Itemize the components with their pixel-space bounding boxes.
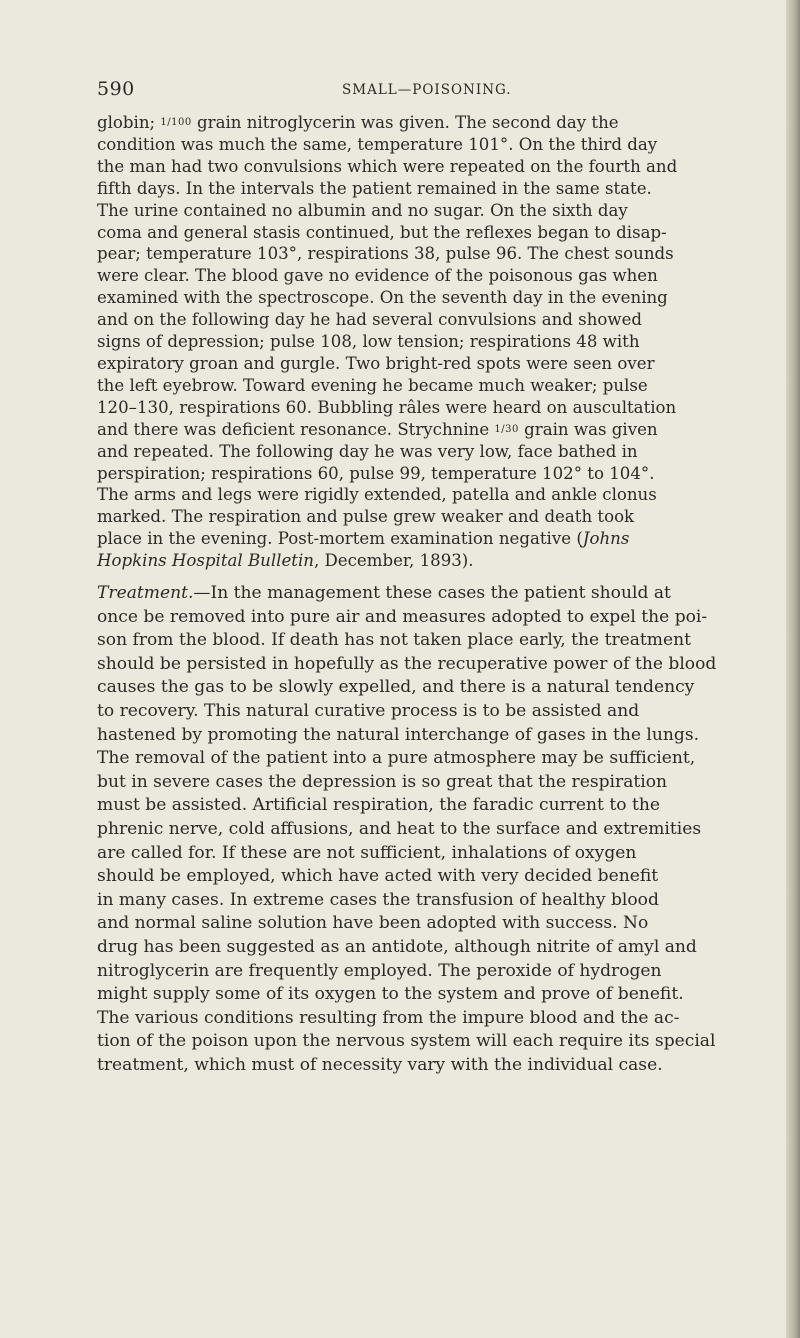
text-line: to recovery. This natural curative process is to be assisted and [97, 701, 640, 721]
text-line: The arms and legs were rigidly extended, patella and ankle clonus [97, 485, 657, 505]
page-number: 590 [97, 78, 135, 100]
text-line: Treatment.—In the management these cases the patient should at [97, 583, 671, 604]
text-line: coma and general stasis continued, but the reflexes began to disap- [97, 222, 667, 242]
text-line: once be removed into pure air and measures adopted to expel the poi- [97, 606, 708, 627]
text-line: phrenic nerve, cold affusions, and heat to the surface and extremities [97, 818, 702, 839]
text-line: treatment, which must of necessity vary with the individual case. [97, 1054, 663, 1075]
book-page [97, 78, 722, 1078]
text-line: pear; temperature 103°, respirations 38, pulse 96. The chest sounds [97, 244, 674, 264]
text-line: examined with the spectroscope. On the seventh day in the evening [97, 288, 668, 308]
case-report-paragraph [97, 112, 722, 572]
text-line: and normal saline solution have been adopted with success. No [97, 913, 649, 934]
text-line: tion of the poison upon the nervous system will each require its special [97, 1031, 716, 1052]
fraction: 1/30 [494, 423, 519, 435]
treatment-paragraph [97, 582, 722, 1077]
text-line: and repeated. The following day he was very low, face bathed in [97, 441, 638, 461]
text-line: but in severe cases the depression is so great that the respiration [97, 771, 668, 792]
text-line: should be employed, which have acted with very decided benefit [97, 866, 659, 887]
text-line: are called for. If these are not sufficient, inhalations of oxygen [97, 842, 637, 863]
text-line: nitroglycerin are frequently employed. The peroxide of hydrogen [97, 960, 662, 981]
text-line: signs of depression; pulse 108, low tension; respirations 48 with [97, 332, 640, 352]
text-line: 120–130, respirations 60. Bubbling râles were heard on auscultation [97, 397, 677, 417]
text-line: marked. The respiration and pulse grew weaker and death took [97, 507, 635, 527]
text-line: The removal of the patient into a pure atmosphere may be sufficient, [97, 748, 696, 769]
text-line: should be persisted in hopefully as the recuperative power of the blood [97, 653, 717, 674]
text-line: expiratory groan and gurgle. Two bright-red spots were seen over [97, 353, 655, 373]
text-line: perspiration; respirations 60, pulse 99, temperature 102° to 104°. [97, 463, 655, 483]
running-head [97, 78, 722, 108]
text-line: and on the following day he had several convulsions and showed [97, 310, 643, 330]
running-title: SMALL—POISONING. [342, 82, 512, 98]
text-line: the left eyebrow. Toward evening he became much weaker; pulse [97, 375, 648, 395]
text-line: might supply some of its oxygen to the system and prove of benefit. [97, 984, 684, 1005]
text-line: globin; 1/100 grain nitroglycerin was given. The second day the [97, 113, 619, 132]
section-heading: Treatment. [97, 583, 194, 604]
fraction: 1/100 [160, 117, 192, 128]
citation-italic: Hopkins Hospital Bulletin [97, 551, 314, 571]
text-line: place in the evening. Post-mortem examination negative (Johns [97, 529, 630, 549]
text-line: The various conditions resulting from the impure blood and the ac- [97, 1007, 680, 1028]
text-line: were clear. The blood gave no evidence of the poisonous gas when [97, 266, 658, 286]
text-line: son from the blood. If death has not taken place early, the treatment [97, 630, 691, 651]
text-line: hastened by promoting the natural interchange of gases in the lungs. [97, 724, 700, 745]
text-line: condition was much the same, temperature 101°. On the third day [97, 134, 658, 154]
text-line: drug has been suggested as an antidote, although nitrite of amyl and [97, 936, 697, 957]
text-line: Hopkins Hospital Bulletin, December, 1893). [97, 551, 474, 571]
page-edge-shadow [786, 0, 800, 1338]
text-line: in many cases. In extreme cases the transfusion of healthy blood [97, 889, 659, 910]
text-line: must be assisted. Artificial respiration, the faradic current to the [97, 795, 660, 816]
text-line: causes the gas to be slowly expelled, and there is a natural tendency [97, 677, 695, 698]
text-line: the man had two convulsions which were repeated on the fourth and [97, 156, 678, 176]
text-line: and there was deficient resonance. Strychnine 1/30 grain was given [97, 419, 658, 439]
text-line: fifth days. In the intervals the patient remained in the same state. [97, 178, 652, 198]
citation-italic: Johns [582, 529, 630, 549]
text-line: The urine contained no albumin and no sugar. On the sixth day [97, 200, 628, 220]
